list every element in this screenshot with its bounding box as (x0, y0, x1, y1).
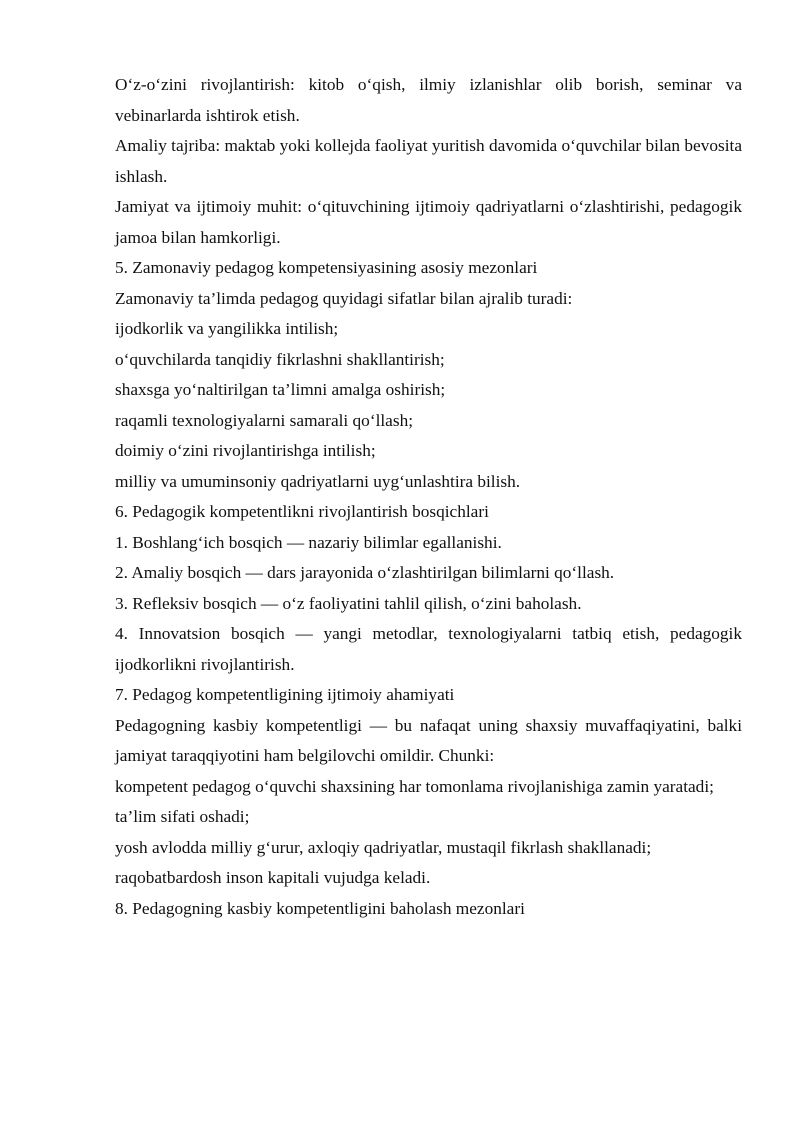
stage-item: 3. Refleksiv bosqich — o‘z faoliyatini tahlil qilish, o‘zini baholash. (115, 593, 582, 613)
section-heading-7: 7. Pedagog kompetentligining ijtimoiy ahamiyati (115, 685, 455, 704)
section-heading-5: 5. Zamonaviy pedagog kompetensiyasining asosiy mezonlari (115, 258, 538, 277)
stage-item: 1. Boshlang‘ich bosqich — nazariy bilimlar egallanishi. (115, 532, 502, 552)
list-item: shaxsga yo‘naltirilgan ta’limni amalga oshirish; (115, 380, 446, 399)
list-item: milliy va umuminsoniy qadriyatlarni uyg‘unlashtira bilish. (115, 471, 521, 491)
paragraph-social-importance: Pedagogning kasbiy kompetentligi — bu nafaqat uning shaxsiy muvaffaqiyatini, balki jamiyat taraqqiyotini ham belgilovchi omildir. Chunki: (115, 715, 742, 765)
paragraph-social-environment: Jamiyat va ijtimoiy muhit: o‘qituvchining ijtimoiy qadriyatlarni o‘zlashtirishi, pedagogik jamoa bilan hamkorligi. (115, 197, 742, 247)
list-item: ijodkorlik va yangilikka intilish; (115, 319, 339, 338)
section-heading-8: 8. Pedagogning kasbiy kompetentligini baholash mezonlari (115, 898, 525, 918)
stage-item: 2. Amaliy bosqich — dars jarayonida o‘zlashtirilgan bilimlarni qo‘llash. (115, 563, 615, 582)
paragraph-practical-experience: Amaliy tajriba: maktab yoki kollejda faoliyat yuritish davomida o‘quvchilar bilan bevosita ishlash. (115, 136, 742, 186)
list-item: yosh avlodda milliy g‘urur, axloqiy qadriyatlar, mustaqil fikrlash shakllanadi; (115, 837, 652, 857)
list-item: kompetent pedagog o‘quvchi shaxsining har tomonlama rivojlanishiga zamin yaratadi; (115, 776, 714, 796)
document-body (115, 70, 742, 924)
section-heading-6: 6. Pedagogik kompetentlikni rivojlantirish bosqichlari (115, 502, 489, 521)
paragraph-self-development: O‘z-o‘zini rivojlantirish: kitob o‘qish, ilmiy izlanishlar olib borish, seminar va vebinarlarda ishtirok etish. (115, 75, 742, 125)
list-item: raqobatbardosh inson kapitali vujudga keladi. (115, 868, 431, 887)
list-item: o‘quvchilarda tanqidiy fikrlashni shakllantirish; (115, 349, 445, 369)
list-item: ta’lim sifati oshadi; (115, 807, 250, 826)
list-item: raqamli texnologiyalarni samarali qo‘llash; (115, 410, 414, 430)
stage-item: 4. Innovatsion bosqich — yangi metodlar, texnologiyalarni tatbiq etish, pedagogik ijodkorlikni rivojlantirish. (115, 624, 742, 674)
paragraph-intro-qualities: Zamonaviy ta’limda pedagog quyidagi sifatlar bilan ajralib turadi: (115, 288, 573, 308)
list-item: doimiy o‘zini rivojlantirishga intilish; (115, 441, 376, 460)
